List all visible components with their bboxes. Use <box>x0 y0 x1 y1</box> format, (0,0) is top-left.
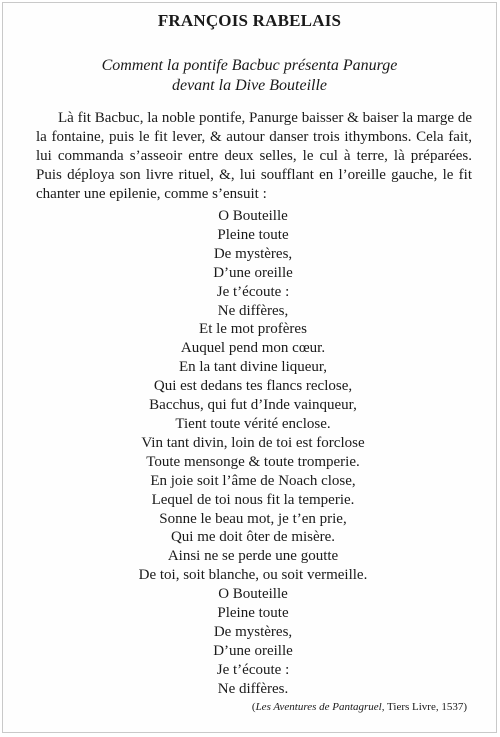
chapter-title-line-2: devant la Dive Bouteille <box>171 77 328 94</box>
poem-line: Je t’écoute : <box>216 283 290 300</box>
poem-line: O Bouteille <box>218 586 288 603</box>
poem-line: En la tant divine liqueur, <box>178 359 328 376</box>
poem-line: Toute mensonge & toute tromperie. <box>146 453 360 470</box>
poem-line: Ne diffères, <box>217 302 289 319</box>
poem-line: Tient toute vérité enclose. <box>175 415 331 432</box>
poem-line: O Bouteille <box>218 208 288 224</box>
poem-line: Auquel pend mon cœur. <box>180 340 326 357</box>
poem-line: Lequel de toi nous fit la temperie. <box>151 491 355 508</box>
poem-line: Pleine toute <box>217 226 289 243</box>
poem-line: D’une oreille <box>213 264 293 281</box>
document-page <box>2 2 497 733</box>
source-citation <box>252 701 467 713</box>
poem-line: Je t’écoute : <box>216 661 290 678</box>
citation-book: Tiers Livre, 1537) <box>384 701 467 713</box>
poem-line: Bacchus, qui fut d’Inde vainqueur, <box>149 397 357 414</box>
poem-line: Ainsi ne se perde une goutte <box>167 548 339 565</box>
poem-line: De toi, soit blanche, ou soit vermeille. <box>138 567 368 584</box>
citation-open-paren: ( <box>251 701 256 713</box>
poem-line: Qui me doit ôter de misère. <box>170 529 336 546</box>
citation-work-title: Les Aventures de Pantagruel, <box>255 701 385 713</box>
poem-line: De mystères, <box>213 623 293 640</box>
poem-line: Sonne le beau mot, je t’en prie, <box>159 510 347 527</box>
poem-line: Ne diffères. <box>217 680 289 697</box>
poem <box>3 207 500 699</box>
poem-line: D’une oreille <box>213 642 293 659</box>
author-heading: FRANÇOIS RABELAIS <box>157 11 342 30</box>
chapter-title <box>3 56 496 96</box>
poem-line: Et le mot profères <box>199 321 307 338</box>
chapter-title-line-1: Comment la pontife Bacbuc présenta Panurge <box>101 57 398 74</box>
poem-line: Vin tant divin, loin de toi est forclose <box>141 434 365 451</box>
poem-line: De mystères, <box>213 245 293 262</box>
prose-paragraph: Là fit Bacbuc, la noble pontife, Panurge baisser & baiser la marge de la fontaine, puis le fit lever, & autour danser trois ithymbons. Cela fait, lui commanda s’asseoir entre deux selles, le cul à terre, là préparées. Puis déploya son livre rituel, &, lui soufflant en l’oreille gauche, le fit chanter une epilenie, comme s’ensuit : <box>36 110 472 202</box>
poem-line: Pleine toute <box>217 605 289 622</box>
poem-line: Qui est dedans tes flancs reclose, <box>153 378 353 395</box>
poem-line: En joie soit l’âme de Noach close, <box>150 472 356 489</box>
